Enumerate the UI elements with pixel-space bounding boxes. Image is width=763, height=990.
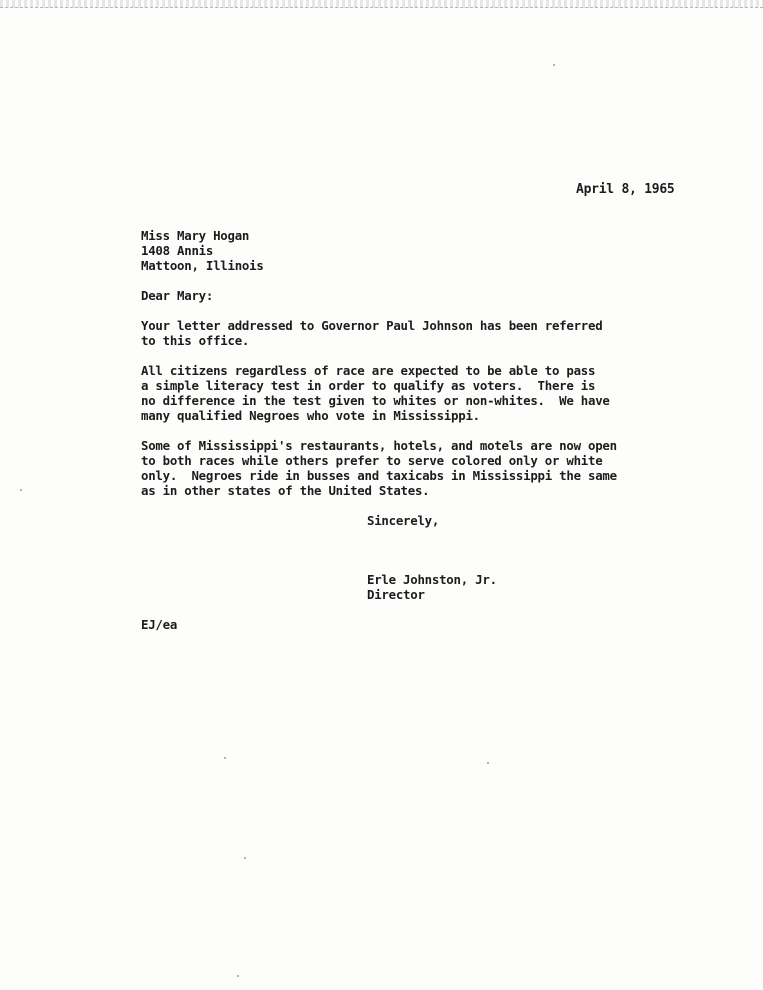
paragraph-2-line-3: no difference in the test given to whites or non-whites. We have (141, 393, 610, 408)
paper-speck (20, 489, 22, 491)
paragraph-3-line-3: only. Negroes ride in busses and taxicabs in Mississippi the same (141, 468, 617, 483)
signer-title: Director (367, 587, 425, 602)
paper-speck (244, 857, 246, 859)
paper-speck (487, 762, 489, 764)
paragraph-2-line-1: All citizens regardless of race are expected to be able to pass (141, 363, 596, 378)
typist-initials: EJ/ea (141, 617, 178, 632)
paper-speck (553, 64, 555, 66)
paragraph-1-line-1: Your letter addressed to Governor Paul Johnson has been referred (141, 318, 603, 333)
closing: Sincerely, (367, 513, 440, 528)
page-top-edge (0, 0, 763, 8)
paragraph-1-line-2: to this office. (141, 333, 250, 348)
paragraph-3-line-2: to both races while others prefer to serve colored only or white (141, 453, 603, 468)
letter-date: April 8, 1965 (576, 182, 675, 197)
paper-speck (224, 757, 226, 759)
paragraph-2-line-4: many qualified Negroes who vote in Mississippi. (141, 408, 480, 423)
paragraph-3-line-4: as in other states of the United States. (141, 483, 430, 498)
recipient-city: Mattoon, Illinois (141, 258, 264, 273)
recipient-name: Miss Mary Hogan (141, 228, 250, 243)
recipient-street: 1408 Annis (141, 243, 214, 258)
signer-name: Erle Johnston, Jr. (367, 572, 497, 587)
salutation: Dear Mary: (141, 288, 214, 303)
paper-speck (237, 975, 239, 977)
paragraph-3-line-1: Some of Mississippi's restaurants, hotels, and motels are now open (141, 438, 617, 453)
paragraph-2-line-2: a simple literacy test in order to qualify as voters. There is (141, 378, 596, 393)
